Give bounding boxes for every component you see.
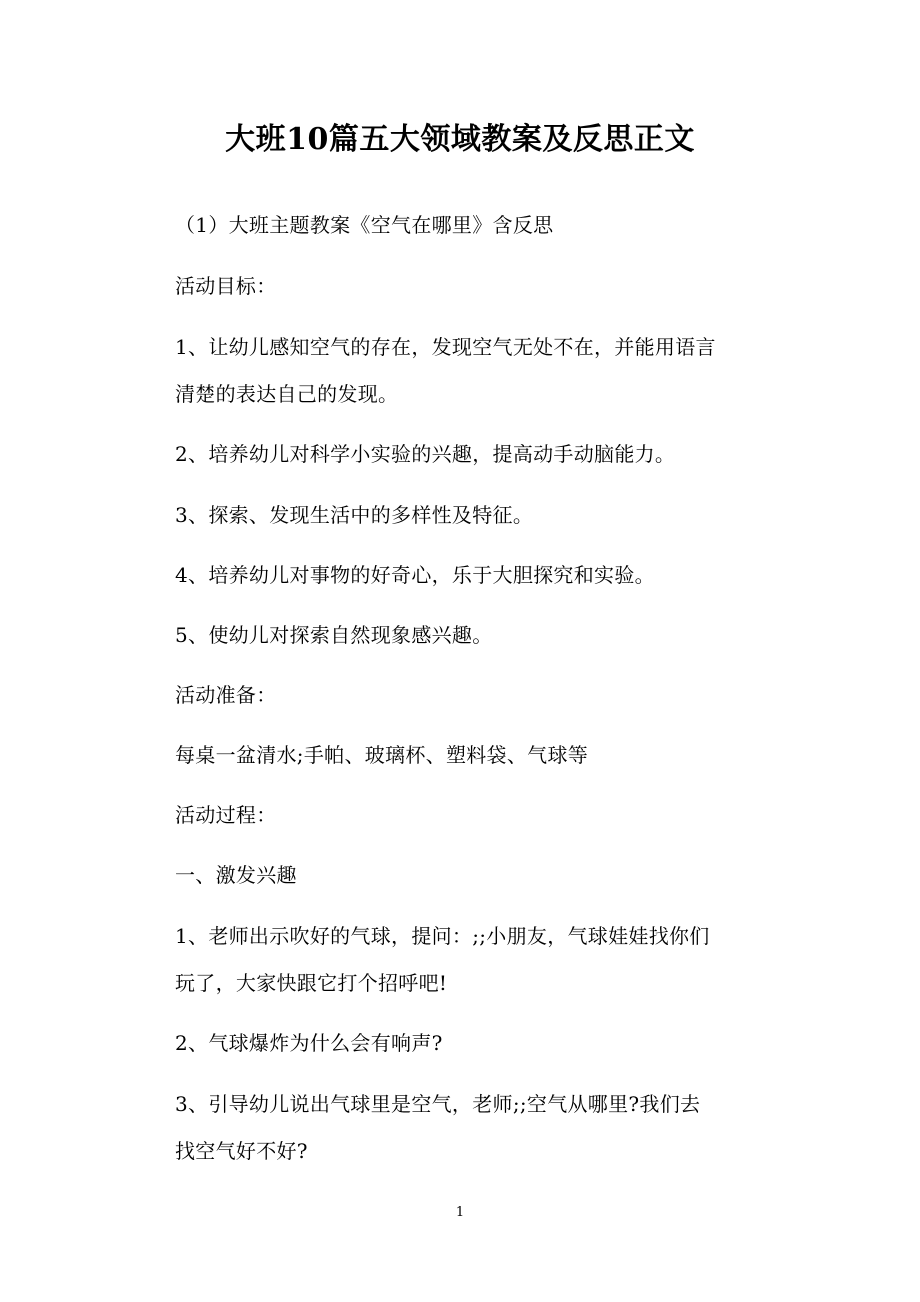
paragraph-line: 活动准备： [175, 683, 277, 707]
document-title: 大班10篇五大领域教案及反思正文 [225, 122, 695, 157]
paragraph-line: 活动目标： [175, 274, 277, 298]
paragraph-line: 1、让幼儿感知空气的存在，发现空气无处不在，并能用语言 [175, 335, 716, 359]
paragraph-line: 找空气好不好? [175, 1139, 308, 1163]
paragraph-line: 5、使幼儿对探索自然现象感兴趣。 [175, 623, 493, 647]
paragraph-line: 每桌一盆清水;手帕、玻璃杯、塑料袋、气球等 [175, 743, 589, 767]
paragraph-line: 4、培养幼儿对事物的好奇心，乐于大胆探究和实验。 [175, 563, 655, 587]
paragraph-line: 2、气球爆炸为什么会有响声? [175, 1031, 443, 1055]
paragraph-line: 3、探索、发现生活中的多样性及特征。 [175, 503, 534, 527]
page-number: 1 [455, 1205, 465, 1220]
section-heading: （1）大班主题教案《空气在哪里》含反思 [175, 213, 554, 237]
paragraph-line: 清楚的表达自己的发现。 [175, 382, 399, 406]
paragraph-line: 活动过程： [175, 803, 277, 827]
paragraph-line: 2、培养幼儿对科学小实验的兴趣，提高动手动脑能力。 [175, 442, 676, 466]
paragraph-line: 1、老师出示吹好的气球，提问：;;小朋友，气球娃娃找你们 [175, 924, 710, 948]
paragraph-line: 3、引导幼儿说出气球里是空气，老师;;空气从哪里?我们去 [175, 1092, 701, 1116]
paragraph-line: 玩了，大家快跟它打个招呼吧! [175, 971, 448, 995]
paragraph-line: 一、激发兴趣 [175, 863, 297, 887]
